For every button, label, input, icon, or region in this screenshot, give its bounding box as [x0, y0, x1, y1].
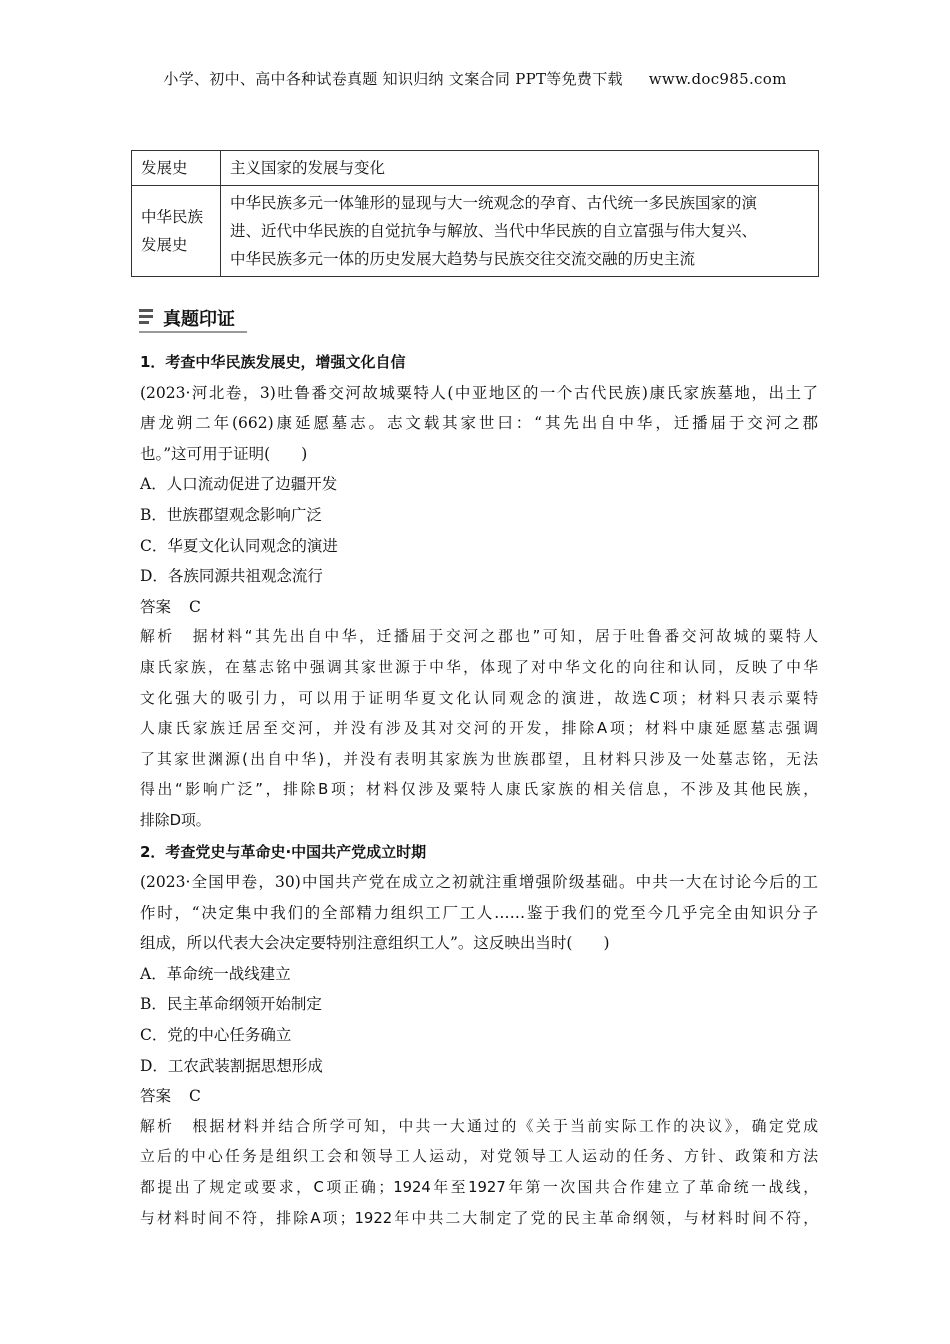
analysis-line: 排除D项。 — [140, 811, 211, 829]
topic-table — [131, 150, 819, 277]
option-d: D．各族同源共祖观念流行 — [140, 567, 323, 586]
table-row — [132, 186, 819, 277]
option-b: B．世族郡望观念影响广泛 — [140, 505, 322, 524]
table-value-line: 中华民族多元一体的历史发展大趋势与民族交往交流交融的历史主流 — [230, 250, 696, 268]
option-a: A．人口流动促进了边疆开发 — [140, 475, 338, 494]
answer-row — [140, 592, 818, 623]
analysis-line: 解析 据材料“其先出自中华，迁播届于交河之郡也”可知，居于吐鲁番交河故城的粟特人 — [140, 628, 818, 646]
analysis-line: 人康氏家族迁居至交河，并没有涉及其对交河的开发，排除A项；材料中康延愿墓志强调 — [140, 720, 818, 738]
table-key: 中华民族发展史 — [132, 186, 221, 277]
question-1-stem: (2023·河北卷，3)吐鲁番交河故城粟特人(中亚地区的一个古代民族)康氏家族墓地，出土了 — [140, 383, 818, 402]
list-icon — [139, 309, 153, 325]
option-a: A．革命统一战线建立 — [140, 964, 291, 983]
question-1-title: 1．考查中华民族发展史，增强文化自信 — [140, 353, 406, 371]
analysis-line: 与材料时间不符，排除A项；1922年中共二大制定了党的民主革命纲领，与材料时间不符， — [140, 1209, 818, 1227]
question-2-stem: (2023·全国甲卷，30)中国共产党在成立之初就注重增强阶级基础。中共一大在讨论今后的工 — [140, 873, 818, 892]
section-heading — [139, 305, 247, 333]
answer-label: 答案 — [140, 1087, 172, 1106]
question-2-title: 2．考查党史与革命史·中国共产党成立时期 — [140, 842, 427, 861]
question-2-stem: 组成，所以代表大会决定要特别注意组织工人”。这反映出当时( ) — [140, 934, 610, 953]
option-c: C．党的中心任务确立 — [140, 1026, 292, 1045]
answer-row — [140, 1081, 818, 1112]
table-value: 主义国家的发展与变化 — [221, 151, 819, 186]
analysis-line: 康氏家族，在墓志铭中强调其家世源于中华，体现了对中华文化的向往和认同，反映了中华 — [140, 658, 818, 676]
analysis-line: 解析 根据材料并结合所学可知，中共一大通过的《关于当前实际工作的决议》，确定党成 — [140, 1117, 818, 1135]
analysis-label: 解析 — [140, 628, 175, 646]
analysis-line: 了其家世渊源(出自中华)，并没有表明其家族为世族郡望，且材料只涉及一处墓志铭，无法 — [140, 750, 818, 768]
answer-value: C — [189, 1087, 201, 1106]
header-site: www.doc985.com — [648, 70, 787, 88]
analysis-line: 文化强大的吸引力，可以用于证明华夏文化认同观念的演进，故选C项；材料只表示粟特 — [140, 689, 818, 707]
table-value — [221, 186, 819, 277]
analysis-label: 解析 — [140, 1117, 175, 1135]
question-2-stem: 作时，“决定集中我们的全部精力组织工厂工人……鉴于我们的党至今几乎完全由知识分子 — [140, 903, 818, 922]
table-value-line: 进、近代中华民族的自觉抗争与解放、当代中华民族的自立富强与伟大复兴、 — [230, 222, 758, 240]
page-header — [0, 68, 950, 89]
analysis-line: 立后的中心任务是组织工会和领导工人运动，对党领导工人运动的任务、方针、政策和方法 — [140, 1148, 818, 1166]
option-c: C．华夏文化认同观念的演进 — [140, 536, 338, 555]
question-1-stem: 也。”这可用于证明( ) — [140, 444, 308, 463]
question-1-stem: 唐龙朔二年(662)康延愿墓志。志文载其家世曰：“其先出自中华，迁播届于交河之郡 — [140, 414, 818, 433]
section-title: 真题印证 — [163, 309, 235, 330]
analysis-line: 都提出了规定或要求，C项正确；1924年至1927年第一次国共合作建立了革命统一战线， — [140, 1179, 818, 1197]
option-d: D．工农武装割据思想形成 — [140, 1056, 323, 1075]
table-key: 发展史 — [132, 151, 221, 186]
option-b: B．民主革命纲领开始制定 — [140, 995, 322, 1014]
answer-value: C — [189, 597, 201, 616]
question-content — [140, 347, 818, 1234]
header-text: 小学、初中、高中各种试卷真题 知识归纳 文案合同 PPT等免费下载 — [163, 70, 623, 88]
answer-label: 答案 — [140, 597, 172, 616]
table-row — [132, 151, 819, 186]
analysis-line: 得出“影响广泛”，排除B项；材料仅涉及粟特人康氏家族的相关信息，不涉及其他民族， — [140, 781, 818, 799]
table-value-line: 中华民族多元一体雏形的显现与大一统观念的孕育、古代统一多民族国家的演 — [230, 194, 758, 212]
